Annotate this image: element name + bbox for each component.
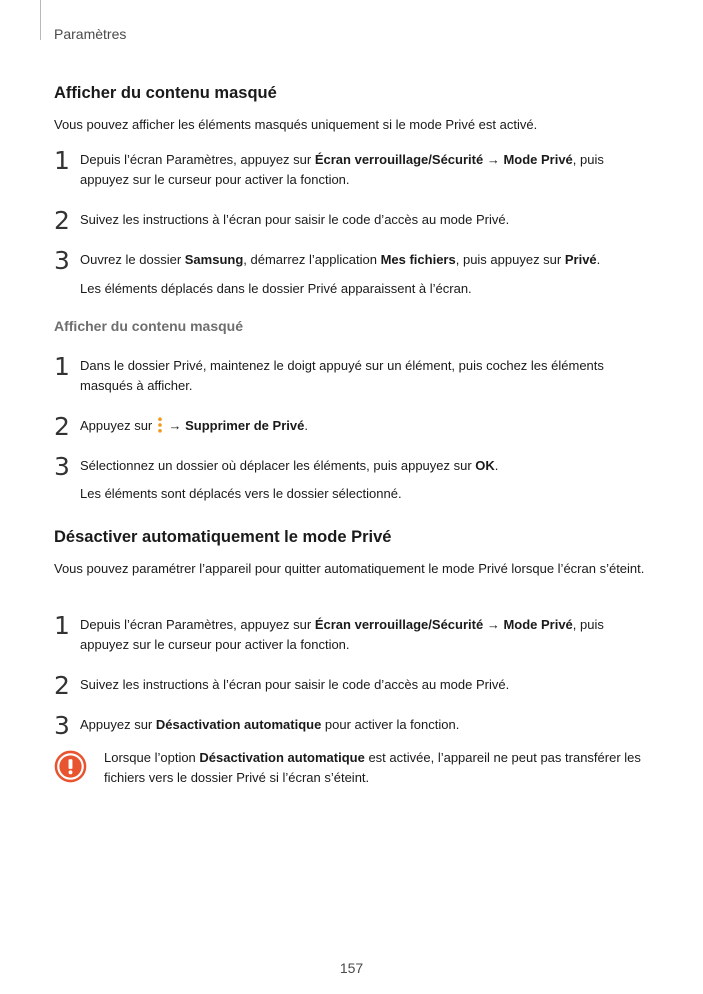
running-header: Paramètres [54,26,127,42]
caution-text: Lorsque l’option Désactivation automatique est activée, l’appareil ne peut pas transférer les fichiers vers le dossier Privé si l’écran s’éteint. [104,750,641,785]
step-number: 3 [54,246,70,275]
step-note: Les éléments déplacés dans le dossier Privé apparaissent à l’écran. [80,281,472,296]
step-text: Suivez les instructions à l’écran pour saisir le code d’accès au mode Privé. [80,212,510,227]
step-number: 3 [54,711,70,740]
step-number: 1 [54,146,70,175]
step-note: Les éléments sont déplacés vers le dossier sélectionné. [80,486,402,501]
more-options-vertical-dots-icon [157,417,163,433]
section-title-show-hidden: Afficher du contenu masqué [54,84,277,102]
step-text: Ouvrez le dossier Samsung, démarrez l’application Mes fichiers, puis appuyez sur Privé. [80,252,601,267]
step-text: Appuyez sur Désactivation automatique pour activer la fonction. [80,717,460,732]
step-number: 2 [54,206,70,235]
step-text: Suivez les instructions à l’écran pour saisir le code d’accès au mode Privé. [80,677,510,692]
section-title-auto-disable: Désactiver automatiquement le mode Privé [54,528,392,546]
step-text: Depuis l’écran Paramètres, appuyez sur Écran verrouillage/Sécurité → Mode Privé, puis appuyez sur le curseur pour activer la fonction. [80,617,604,652]
step-number: 1 [54,352,70,381]
step-number: 2 [54,671,70,700]
subsection-title: Afficher du contenu masqué [54,318,244,334]
step-number: 1 [54,611,70,640]
header-divider [40,0,41,40]
step-text: Sélectionnez un dossier où déplacer les éléments, puis appuyez sur OK. [80,458,499,473]
section-intro: Vous pouvez afficher les éléments masqués uniquement si le mode Privé est activé. [54,117,538,132]
caution-icon [54,750,87,783]
step-number: 2 [54,412,70,441]
step-text: Depuis l’écran Paramètres, appuyez sur Écran verrouillage/Sécurité → Mode Privé, puis appuyez sur le curseur pour activer la fonction. [80,152,604,187]
step-number: 3 [54,452,70,481]
step-text: Appuyez sur → Supprimer de Privé. [80,418,308,433]
step-text: Dans le dossier Privé, maintenez le doigt appuyé sur un élément, puis cochez les éléments masqués à afficher. [80,358,604,393]
page-number: 157 [339,960,364,976]
section-intro: Vous pouvez paramétrer l’appareil pour quitter automatiquement le mode Privé lorsque l’écran s’éteint. [54,561,645,576]
